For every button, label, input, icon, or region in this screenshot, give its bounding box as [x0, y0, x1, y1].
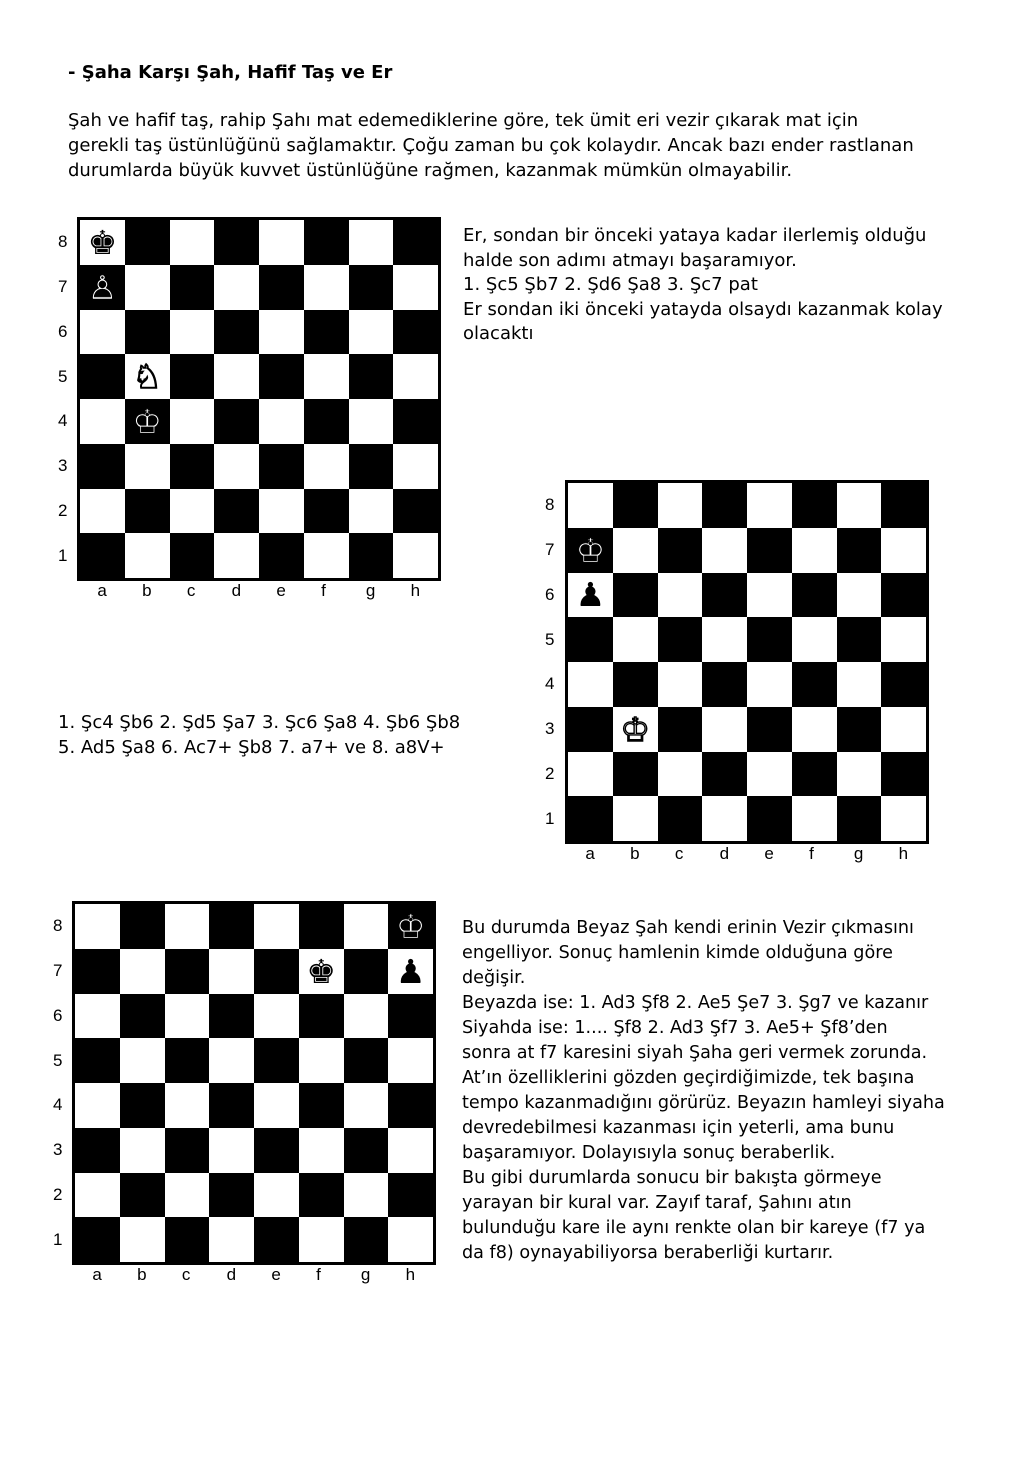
chess-piece-a7: ♔: [575, 530, 606, 570]
square-a8: [80, 220, 125, 265]
square-c5: [170, 354, 215, 399]
rank-label: 3: [53, 1140, 63, 1160]
square-c5: [658, 617, 703, 662]
square-e8: [259, 220, 304, 265]
square-g2: [344, 1173, 389, 1218]
note-line: bulunduğu kare ile aynı renkte olan bir kareye (f7 ya: [462, 1218, 926, 1238]
rank-label: 8: [545, 495, 555, 515]
square-g4: [349, 399, 394, 444]
file-label: d: [719, 844, 730, 863]
square-c8: [658, 483, 703, 528]
note-line: Beyazda ise: 1. Ad3 Şf8 2. Ae5 Şe7 3. Şg7 ve kazanır: [462, 993, 929, 1013]
file-label: a: [97, 581, 107, 600]
intro-paragraph: [68, 108, 988, 183]
file-label: f: [809, 844, 814, 863]
square-e3: [254, 1128, 299, 1173]
square-c7: [165, 949, 210, 994]
file-label: a: [92, 1265, 102, 1284]
square-h2: [388, 1173, 433, 1218]
square-b1: [125, 533, 170, 578]
square-b2: [125, 489, 170, 534]
square-e2: [747, 752, 792, 797]
square-b3: [613, 707, 658, 752]
square-b8: [125, 220, 170, 265]
square-e7: [254, 949, 299, 994]
square-a6: [80, 310, 125, 355]
square-g6: [349, 310, 394, 355]
file-label: h: [410, 581, 421, 600]
square-a3: [75, 1128, 120, 1173]
square-e1: [747, 796, 792, 841]
section-heading: - Şaha Karşı Şah, Hafif Taş ve Er: [68, 62, 393, 83]
square-c7: [658, 528, 703, 573]
square-h2: [393, 489, 438, 534]
square-c4: [658, 662, 703, 707]
file-label: f: [321, 581, 326, 600]
note-line: devredebilmesi kazanması için yeterli, ama bunu: [462, 1118, 895, 1138]
square-f4: [792, 662, 837, 707]
square-c6: [170, 310, 215, 355]
chess-piece-a6: ♟: [575, 575, 606, 615]
square-e5: [747, 617, 792, 662]
square-h6: [881, 573, 926, 618]
chess-board-3: [72, 901, 436, 1265]
square-h8: [393, 220, 438, 265]
square-e3: [747, 707, 792, 752]
square-c3: [165, 1128, 210, 1173]
file-label: g: [853, 844, 864, 863]
intro-line: gerekli taş üstünlüğünü sağlamaktır. Çoğu zaman bu çok kolaydır. Ancak bazı ender rastlanan: [68, 135, 914, 156]
square-d5: [209, 1038, 254, 1083]
square-h1: [881, 796, 926, 841]
square-f6: [299, 994, 344, 1039]
square-d2: [209, 1173, 254, 1218]
square-h6: [388, 994, 433, 1039]
file-label: h: [405, 1265, 416, 1284]
chess-piece-b5: ♘: [132, 357, 162, 397]
chess-piece-b2: ♞: [127, 1175, 157, 1215]
square-f5: [299, 1038, 344, 1083]
square-c2: [165, 1173, 210, 1218]
square-f6: [304, 310, 349, 355]
square-f4: [299, 1083, 344, 1128]
square-a8: [75, 904, 120, 949]
square-f7: [792, 528, 837, 573]
square-d8: [702, 483, 747, 528]
file-label: c: [181, 1265, 191, 1284]
square-g5: [349, 354, 394, 399]
square-f4: [304, 399, 349, 444]
square-b8: [120, 904, 165, 949]
square-e4: [259, 399, 304, 444]
file-label: c: [674, 844, 684, 863]
square-h5: [881, 617, 926, 662]
square-d3: [214, 444, 259, 489]
square-h7: [393, 265, 438, 310]
square-h8: [881, 483, 926, 528]
file-label: e: [276, 581, 286, 600]
square-g3: [349, 444, 394, 489]
note-line: 5. Ad5 Şa8 6. Ac7+ Şb8 7. a7+ ve 8. a8V+: [58, 737, 445, 758]
square-c1: [165, 1217, 210, 1262]
rank-label: 6: [58, 321, 68, 341]
square-d6: [214, 310, 259, 355]
square-a4: [75, 1083, 120, 1128]
square-a7: [80, 265, 125, 310]
rank-label: 3: [58, 456, 68, 476]
square-g7: [344, 949, 389, 994]
square-a2: [80, 489, 125, 534]
square-h5: [388, 1038, 433, 1083]
rank-label: 7: [545, 540, 555, 560]
square-h3: [393, 444, 438, 489]
square-e1: [259, 533, 304, 578]
square-h3: [388, 1128, 433, 1173]
rank-label: 1: [58, 545, 68, 565]
chess-piece-a7: ♙: [87, 267, 118, 307]
square-a7: [75, 949, 120, 994]
square-a5: [75, 1038, 120, 1083]
square-d8: [209, 904, 254, 949]
square-b3: [125, 444, 170, 489]
square-h4: [393, 399, 438, 444]
square-e6: [259, 310, 304, 355]
square-d1: [702, 796, 747, 841]
square-g8: [344, 904, 389, 949]
square-h1: [393, 533, 438, 578]
square-b5: [120, 1038, 165, 1083]
square-f3: [792, 707, 837, 752]
square-g8: [837, 483, 882, 528]
square-h4: [388, 1083, 433, 1128]
square-b1: [613, 796, 658, 841]
square-f6: [792, 573, 837, 618]
note-line: Er, sondan bir önceki yataya kadar ilerlemiş olduğu: [463, 225, 927, 246]
square-b6: [125, 310, 170, 355]
square-d7: [214, 265, 259, 310]
square-a2: [75, 1173, 120, 1218]
rank-label: 2: [53, 1184, 63, 1204]
note-line: At’ın özelliklerini gözden geçirdiğimizde, tek başına: [462, 1068, 915, 1088]
square-g6: [837, 573, 882, 618]
square-a4: [568, 662, 613, 707]
square-f2: [792, 752, 837, 797]
rank-label: 2: [58, 500, 68, 520]
note-line: 1. Şc5 Şb7 2. Şd6 Şa8 3. Şc7 pat: [463, 274, 758, 295]
square-g6: [344, 994, 389, 1039]
square-b7: [120, 949, 165, 994]
chess-piece-h7: ♟: [395, 951, 426, 991]
square-b8: [613, 483, 658, 528]
square-f1: [299, 1217, 344, 1262]
square-b6: [120, 994, 165, 1039]
square-d4: [214, 399, 259, 444]
square-d4: [702, 662, 747, 707]
square-d1: [214, 533, 259, 578]
rank-label: 4: [58, 411, 68, 431]
note-line: yarayan bir kural var. Zayıf taraf, Şahını atın: [462, 1193, 852, 1213]
rank-label: 4: [53, 1095, 63, 1115]
square-d6: [209, 994, 254, 1039]
intro-line: durumlarda büyük kuvvet üstünlüğüne rağmen, kazanmak mümkün olmayabilir.: [68, 160, 793, 181]
rank-label: 5: [53, 1050, 63, 1070]
square-g7: [349, 265, 394, 310]
square-a5: [80, 354, 125, 399]
square-a1: [80, 533, 125, 578]
square-f8: [792, 483, 837, 528]
square-b3: [120, 1128, 165, 1173]
square-g3: [344, 1128, 389, 1173]
square-b4: [613, 662, 658, 707]
square-e7: [259, 265, 304, 310]
note-line: başaramıyor. Dolayısıyla sonuç beraberlik.: [462, 1143, 836, 1163]
square-b4: [120, 1083, 165, 1128]
intro-line: Şah ve hafif taş, rahip Şahı mat edemediklerine göre, tek ümit eri vezir çıkarak mat için: [68, 110, 859, 131]
square-e4: [747, 662, 792, 707]
file-label: f: [316, 1265, 321, 1284]
file-label: a: [585, 844, 595, 863]
square-b1: [120, 1217, 165, 1262]
square-e5: [259, 354, 304, 399]
square-e5: [254, 1038, 299, 1083]
square-a8: [568, 483, 613, 528]
chess-piece-a8: ♚: [87, 222, 118, 262]
file-label: e: [271, 1265, 281, 1284]
square-c1: [658, 796, 703, 841]
square-e1: [254, 1217, 299, 1262]
rank-label: 6: [545, 584, 555, 604]
rank-label: 5: [545, 629, 555, 649]
square-c3: [170, 444, 215, 489]
file-label: e: [764, 844, 774, 863]
square-f2: [304, 489, 349, 534]
rank-label: 7: [53, 961, 63, 981]
square-d2: [702, 752, 747, 797]
square-d3: [702, 707, 747, 752]
square-c8: [170, 220, 215, 265]
square-f1: [304, 533, 349, 578]
note-line: da f8) oynayabiliyorsa beraberliği kurtarır.: [462, 1243, 834, 1263]
square-b5: [613, 617, 658, 662]
square-f7: [299, 949, 344, 994]
square-a3: [80, 444, 125, 489]
square-c2: [170, 489, 215, 534]
square-e3: [259, 444, 304, 489]
square-e6: [254, 994, 299, 1039]
square-b6: [613, 573, 658, 618]
rank-label: 1: [545, 808, 555, 828]
note-board-2: [58, 710, 528, 760]
square-h8: [388, 904, 433, 949]
square-e4: [254, 1083, 299, 1128]
square-a4: [80, 399, 125, 444]
square-a6: [75, 994, 120, 1039]
square-h7: [881, 528, 926, 573]
note-line: Siyahda ise: 1.... Şf8 2. Ad3 Şf7 3. Ae5+ Şf8’den: [462, 1018, 888, 1038]
square-e6: [747, 573, 792, 618]
note-line: engelliyor. Sonuç hamlenin kimde olduğuna göre: [462, 943, 893, 963]
square-d5: [702, 617, 747, 662]
square-a7: [568, 528, 613, 573]
square-g5: [837, 617, 882, 662]
square-d3: [209, 1128, 254, 1173]
square-c2: [658, 752, 703, 797]
square-g1: [349, 533, 394, 578]
file-label: b: [137, 1265, 147, 1284]
square-e8: [747, 483, 792, 528]
square-d5: [214, 354, 259, 399]
square-g7: [837, 528, 882, 573]
square-g2: [837, 752, 882, 797]
chess-piece-b3: ♔: [620, 709, 650, 749]
square-f5: [304, 354, 349, 399]
chess-piece-f7: ♚: [306, 951, 336, 991]
note-board-3: [462, 916, 992, 1266]
file-label: b: [630, 844, 640, 863]
square-b5: [125, 354, 170, 399]
square-d2: [214, 489, 259, 534]
square-h1: [388, 1217, 433, 1262]
square-f5: [792, 617, 837, 662]
square-f8: [304, 220, 349, 265]
chess-piece-h8: ♔: [395, 906, 426, 946]
square-c6: [165, 994, 210, 1039]
note-line: 1. Şc4 Şb6 2. Şd5 Şa7 3. Şc6 Şa8 4. Şb6 Şb8: [58, 712, 461, 733]
note-line: tempo kazanmadığını görürüz. Beyazın hamleyi siyaha: [462, 1093, 945, 1113]
rank-label: 8: [58, 232, 68, 252]
square-h4: [881, 662, 926, 707]
file-label: c: [186, 581, 196, 600]
square-d4: [209, 1083, 254, 1128]
square-h6: [393, 310, 438, 355]
square-f3: [299, 1128, 344, 1173]
square-e8: [254, 904, 299, 949]
square-c1: [170, 533, 215, 578]
rank-label: 8: [53, 916, 63, 936]
square-e2: [259, 489, 304, 534]
note-line: sonra at f7 karesini siyah Şaha geri vermek zorunda.: [462, 1043, 928, 1063]
square-a1: [75, 1217, 120, 1262]
square-b2: [613, 752, 658, 797]
square-d6: [702, 573, 747, 618]
square-a3: [568, 707, 613, 752]
file-label: g: [365, 581, 376, 600]
note-board-1: [463, 224, 983, 347]
chess-piece-b4: ♞: [620, 664, 650, 704]
square-g5: [344, 1038, 389, 1083]
rank-label: 5: [58, 366, 68, 386]
square-f1: [792, 796, 837, 841]
note-line: Bu gibi durumlarda sonucu bir bakışta görmeye: [462, 1168, 882, 1188]
rank-label: 2: [545, 763, 555, 783]
rank-label: 1: [53, 1229, 63, 1249]
square-a2: [568, 752, 613, 797]
rank-label: 4: [545, 674, 555, 694]
square-e7: [747, 528, 792, 573]
square-h7: [388, 949, 433, 994]
square-g1: [837, 796, 882, 841]
rank-label: 6: [53, 1005, 63, 1025]
note-line: Er sondan iki önceki yatayda olsaydı kazanmak kolay: [463, 298, 943, 320]
square-a5: [568, 617, 613, 662]
rank-label: 3: [545, 719, 555, 739]
square-c4: [170, 399, 215, 444]
square-f8: [299, 904, 344, 949]
square-f7: [304, 265, 349, 310]
square-c5: [165, 1038, 210, 1083]
note-line: olacaktı: [463, 323, 534, 344]
file-label: g: [360, 1265, 371, 1284]
rank-label: 7: [58, 277, 68, 297]
square-b7: [613, 528, 658, 573]
square-g4: [344, 1083, 389, 1128]
square-a1: [568, 796, 613, 841]
square-a6: [568, 573, 613, 618]
square-d8: [214, 220, 259, 265]
file-label: d: [231, 581, 242, 600]
square-d7: [702, 528, 747, 573]
square-d1: [209, 1217, 254, 1262]
chess-piece-b4: ♔: [132, 401, 162, 441]
square-f3: [304, 444, 349, 489]
square-d7: [209, 949, 254, 994]
file-label: b: [142, 581, 152, 600]
square-b4: [125, 399, 170, 444]
square-b7: [125, 265, 170, 310]
square-c7: [170, 265, 215, 310]
note-line: halde son adımı atmayı başaramıyor.: [463, 249, 797, 271]
square-c3: [658, 707, 703, 752]
square-g4: [837, 662, 882, 707]
file-label: h: [898, 844, 909, 863]
square-b2: [120, 1173, 165, 1218]
square-h2: [881, 752, 926, 797]
note-line: Bu durumda Beyaz Şah kendi erinin Vezir çıkmasını: [462, 918, 914, 938]
square-h3: [881, 707, 926, 752]
square-e2: [254, 1173, 299, 1218]
square-h5: [393, 354, 438, 399]
file-label: d: [226, 1265, 237, 1284]
square-c4: [165, 1083, 210, 1128]
square-c8: [165, 904, 210, 949]
square-f2: [299, 1173, 344, 1218]
square-g2: [349, 489, 394, 534]
square-c6: [658, 573, 703, 618]
chess-board-2: [565, 480, 929, 844]
note-line: değişir.: [462, 968, 526, 988]
chess-board-1: [77, 217, 441, 581]
square-g1: [344, 1217, 389, 1262]
square-g3: [837, 707, 882, 752]
square-g8: [349, 220, 394, 265]
